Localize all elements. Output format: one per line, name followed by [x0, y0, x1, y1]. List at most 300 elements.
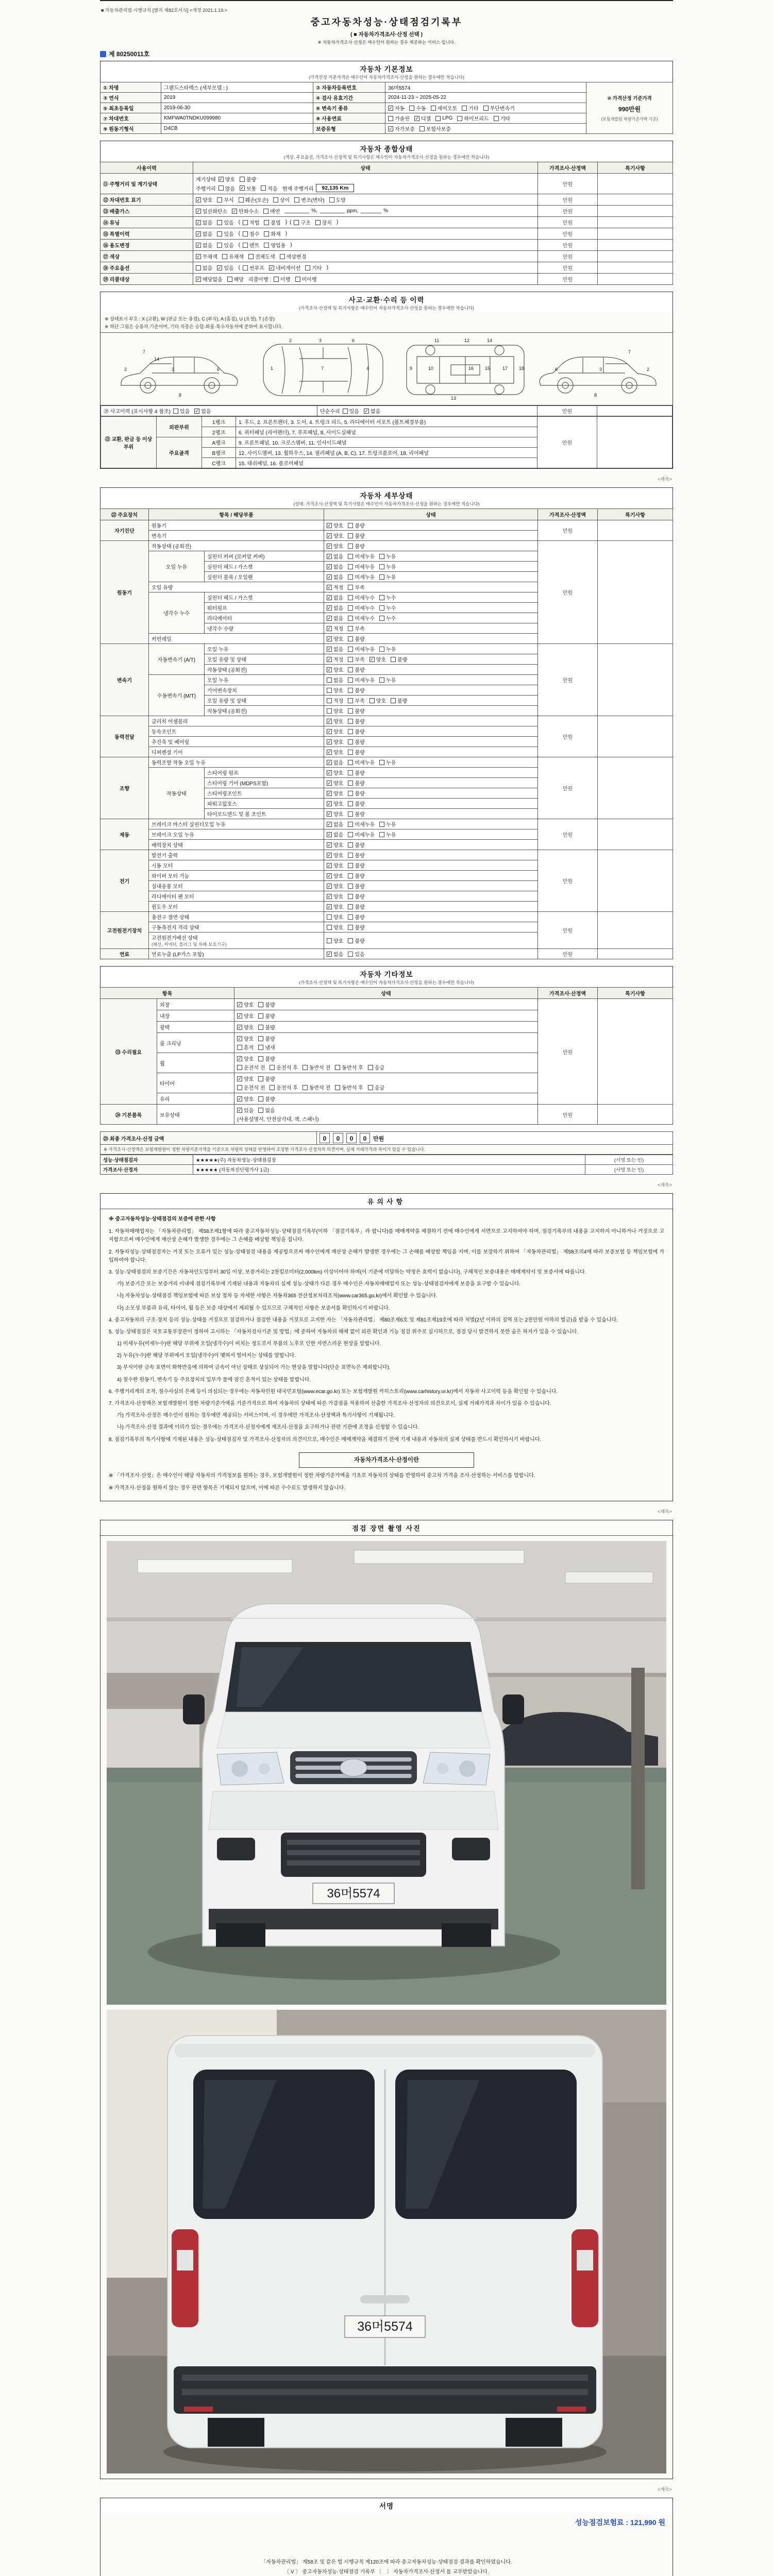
checkbox-box[interactable]	[270, 1085, 275, 1090]
checkbox-box[interactable]: ✓	[327, 842, 331, 848]
checkbox-box[interactable]	[348, 698, 353, 703]
checkbox-동반석 전[interactable]	[303, 1083, 330, 1091]
checkbox-불량[interactable]	[348, 666, 364, 673]
checkbox-불량[interactable]	[348, 779, 364, 787]
checkbox-box[interactable]	[348, 616, 353, 621]
checkbox-box[interactable]	[457, 116, 462, 121]
checkbox-누유[interactable]	[379, 820, 396, 828]
checkbox-box[interactable]	[348, 605, 353, 611]
checkbox-양호[interactable]	[327, 666, 343, 673]
checkbox-box[interactable]	[240, 177, 245, 182]
checkbox-불량[interactable]	[348, 892, 364, 900]
checkbox-누유[interactable]	[379, 645, 396, 653]
checkbox-box[interactable]	[258, 1108, 263, 1113]
checkbox-양호[interactable]	[327, 521, 343, 529]
checkbox-불량[interactable]	[348, 923, 364, 931]
checkbox-없음[interactable]	[327, 594, 343, 601]
checkbox-없음[interactable]	[327, 645, 343, 653]
checkbox-변조(변타)[interactable]	[294, 196, 324, 204]
checkbox-양호[interactable]	[327, 923, 343, 931]
checkbox-적정[interactable]	[327, 697, 343, 704]
checkbox-양호[interactable]	[237, 1001, 254, 1008]
checkbox-box[interactable]	[348, 719, 353, 724]
checkbox-box[interactable]	[258, 1013, 263, 1019]
checkbox-양호[interactable]	[219, 175, 235, 183]
checkbox-box[interactable]	[274, 277, 279, 282]
checkbox-있음[interactable]	[237, 1106, 254, 1114]
checkbox-box[interactable]: ✓	[196, 219, 200, 225]
checkbox-box[interactable]: ✓	[327, 553, 331, 559]
checkbox-누수[interactable]	[379, 594, 396, 601]
checkbox-불량[interactable]	[348, 789, 364, 797]
checkbox-누유[interactable]	[379, 552, 396, 560]
checkbox-box[interactable]: ✓	[327, 615, 331, 621]
checkbox-box[interactable]	[348, 904, 353, 909]
checkbox-box[interactable]	[217, 231, 222, 236]
checkbox-누수[interactable]	[379, 604, 396, 612]
checkbox-box[interactable]: ✓	[327, 821, 331, 827]
checkbox-box[interactable]	[273, 197, 278, 202]
checkbox-box[interactable]	[258, 1002, 263, 1007]
checkbox-box[interactable]	[435, 116, 441, 121]
checkbox-무단변속기[interactable]	[483, 104, 515, 112]
checkbox-box[interactable]	[348, 750, 353, 755]
checkbox-box[interactable]	[219, 185, 224, 191]
checkbox-box[interactable]: ✓	[196, 231, 200, 236]
checkbox-양호[interactable]	[327, 892, 343, 900]
checkbox-box[interactable]: ✓	[240, 185, 244, 191]
checkbox-동반석 전[interactable]	[303, 1063, 330, 1071]
checkbox-box[interactable]: ✓	[196, 276, 200, 282]
checkbox-box[interactable]: ✓	[195, 408, 199, 414]
checkbox-무채색[interactable]	[196, 252, 217, 260]
checkbox-box[interactable]	[348, 791, 353, 796]
checkbox-없음[interactable]	[194, 407, 211, 415]
checkbox-있음[interactable]	[348, 950, 364, 958]
checkbox-일산화탄소[interactable]	[196, 207, 227, 215]
checkbox-동반석 후[interactable]	[335, 1083, 363, 1091]
checkbox-침수[interactable]	[243, 230, 259, 238]
checkbox-불량[interactable]	[391, 697, 407, 704]
checkbox-양호[interactable]	[369, 655, 386, 663]
checkbox-box[interactable]: ✓	[327, 862, 331, 868]
checkbox-없음[interactable]	[327, 563, 343, 570]
checkbox-box[interactable]: ✓	[327, 584, 331, 590]
checkbox-냄새[interactable]	[258, 1043, 275, 1051]
checkbox-양호[interactable]	[196, 196, 212, 204]
checkbox-없음[interactable]	[327, 820, 343, 828]
checkbox-box[interactable]	[388, 116, 393, 121]
checkbox-box[interactable]: ✓	[238, 1076, 242, 1081]
checkbox-불량[interactable]	[258, 1035, 275, 1042]
checkbox-box[interactable]	[379, 760, 384, 765]
checkbox-box[interactable]	[409, 106, 414, 111]
checkbox-누수[interactable]	[379, 614, 396, 622]
checkbox-불량[interactable]	[258, 1001, 275, 1008]
checkbox-양호[interactable]	[327, 913, 343, 921]
checkbox-box[interactable]: ✓	[327, 883, 331, 889]
checkbox-box[interactable]	[348, 760, 353, 765]
checkbox-box[interactable]: ✓	[327, 832, 331, 837]
checkbox-미세누유[interactable]	[348, 676, 375, 684]
checkbox-box[interactable]: ✓	[389, 126, 393, 131]
checkbox-상이[interactable]	[273, 196, 290, 204]
checkbox-미세누유[interactable]	[348, 758, 375, 766]
checkbox-box[interactable]: ✓	[232, 208, 237, 214]
checkbox-box[interactable]: ✓	[238, 1096, 242, 1101]
checkbox-양호[interactable]	[327, 851, 343, 859]
checkbox-양호[interactable]	[327, 635, 343, 642]
checkbox-box[interactable]	[303, 1065, 308, 1070]
checkbox-box[interactable]	[348, 811, 353, 817]
checkbox-box[interactable]	[335, 1085, 340, 1090]
checkbox-영업용[interactable]	[264, 241, 285, 249]
checkbox-box[interactable]	[258, 1056, 263, 1061]
checkbox-box[interactable]	[248, 254, 254, 259]
checkbox-썬루프[interactable]	[243, 264, 264, 272]
checkbox-불량[interactable]	[258, 1075, 275, 1082]
checkbox-box[interactable]: ✓	[327, 574, 331, 580]
checkbox-box[interactable]	[494, 116, 499, 121]
checkbox-box[interactable]: ✓	[327, 893, 331, 899]
checkbox-양호[interactable]	[327, 903, 343, 910]
checkbox-없음[interactable]	[327, 552, 343, 560]
checkbox-불량[interactable]	[258, 1055, 275, 1062]
checkbox-네비게이션[interactable]	[269, 264, 300, 272]
checkbox-box[interactable]	[379, 677, 384, 683]
checkbox-미세누수[interactable]	[348, 594, 375, 601]
checkbox-기타[interactable]	[305, 264, 322, 272]
checkbox-box[interactable]: ✓	[327, 739, 331, 744]
checkbox-box[interactable]: ✓	[327, 873, 331, 878]
checkbox-box[interactable]	[263, 209, 268, 214]
checkbox-box[interactable]	[264, 220, 269, 225]
checkbox-box[interactable]	[327, 708, 332, 714]
checkbox-색상변경[interactable]	[280, 252, 307, 260]
checkbox-box[interactable]	[227, 277, 232, 282]
checkbox-불량[interactable]	[348, 903, 364, 910]
checkbox-없음[interactable]	[327, 573, 343, 581]
checkbox-box[interactable]	[243, 231, 248, 236]
checkbox-box[interactable]	[391, 657, 396, 662]
checkbox-box[interactable]	[303, 1085, 308, 1090]
checkbox-box[interactable]	[294, 220, 299, 225]
checkbox-box[interactable]	[258, 1025, 263, 1030]
checkbox-없음[interactable]	[327, 758, 343, 766]
checkbox-불량[interactable]	[348, 937, 364, 944]
checkbox-있음[interactable]	[217, 218, 233, 226]
checkbox-box[interactable]	[348, 636, 353, 641]
checkbox-box[interactable]: ✓	[327, 533, 331, 538]
checkbox-양호[interactable]	[237, 1035, 254, 1042]
checkbox-양호[interactable]	[327, 872, 343, 879]
checkbox-있음[interactable]	[173, 407, 190, 415]
checkbox-box[interactable]	[329, 197, 334, 202]
checkbox-부족[interactable]	[348, 583, 364, 591]
checkbox-불량[interactable]	[348, 635, 364, 642]
checkbox-box[interactable]	[217, 220, 222, 225]
checkbox-전체도색[interactable]	[248, 252, 275, 260]
checkbox-box[interactable]	[419, 126, 425, 131]
checkbox-box[interactable]	[348, 523, 353, 528]
checkbox-box[interactable]: ✓	[196, 253, 200, 259]
checkbox-box[interactable]	[327, 688, 332, 693]
checkbox-box[interactable]: ✓	[327, 749, 331, 755]
checkbox-box[interactable]: ✓	[327, 790, 331, 796]
checkbox-미세누유[interactable]	[348, 831, 375, 838]
checkbox-box[interactable]	[217, 243, 222, 248]
checkbox-디젤[interactable]	[414, 114, 431, 122]
checkbox-양호[interactable]	[237, 1023, 254, 1031]
checkbox-불량[interactable]	[391, 655, 407, 663]
checkbox-불량[interactable]	[348, 717, 364, 725]
checkbox-box[interactable]	[258, 1076, 263, 1081]
checkbox-없음[interactable]	[196, 218, 212, 226]
checkbox-양호[interactable]	[237, 1095, 254, 1103]
checkbox-양호[interactable]	[327, 727, 343, 735]
checkbox-누유[interactable]	[379, 573, 396, 581]
checkbox-보험사보증[interactable]	[419, 125, 451, 132]
checkbox-box[interactable]	[483, 106, 489, 111]
checkbox-화재[interactable]	[264, 230, 280, 238]
checkbox-box[interactable]	[391, 698, 396, 703]
checkbox-box[interactable]: ✓	[327, 646, 331, 652]
checkbox-box[interactable]	[264, 231, 269, 236]
checkbox-box[interactable]	[379, 832, 384, 837]
checkbox-box[interactable]	[348, 863, 353, 868]
checkbox-box[interactable]	[348, 853, 353, 858]
checkbox-누유[interactable]	[379, 831, 396, 838]
checkbox-미세누유[interactable]	[348, 645, 375, 653]
checkbox-불량[interactable]	[348, 769, 364, 776]
checkbox-box[interactable]	[348, 832, 353, 837]
checkbox-누유[interactable]	[379, 758, 396, 766]
checkbox-없음[interactable]	[327, 676, 343, 684]
checkbox-양호[interactable]	[369, 697, 386, 704]
checkbox-없음[interactable]	[258, 1106, 275, 1114]
checkbox-불량[interactable]	[348, 707, 364, 715]
checkbox-이행[interactable]	[274, 275, 290, 283]
checkbox-훼손(오손)[interactable]	[239, 196, 268, 204]
checkbox-box[interactable]: ✓	[196, 197, 200, 202]
checkbox-box[interactable]	[348, 544, 353, 549]
checkbox-유채색[interactable]	[222, 252, 244, 260]
checkbox-도말[interactable]	[329, 196, 346, 204]
checkbox-box[interactable]	[258, 1096, 263, 1101]
checkbox-있음[interactable]	[217, 241, 233, 249]
checkbox-양호[interactable]	[237, 1012, 254, 1020]
checkbox-box[interactable]	[348, 626, 353, 631]
checkbox-box[interactable]	[348, 842, 353, 848]
checkbox-box[interactable]: ✓	[270, 265, 274, 270]
checkbox-box[interactable]: ✓	[327, 951, 331, 957]
checkbox-양호[interactable]	[327, 937, 343, 944]
checkbox-box[interactable]	[462, 106, 467, 111]
checkbox-box[interactable]	[368, 1065, 373, 1070]
checkbox-box[interactable]	[348, 914, 353, 920]
checkbox-box[interactable]: ✓	[238, 1036, 242, 1041]
checkbox-box[interactable]	[348, 781, 353, 786]
checkbox-box[interactable]	[258, 1036, 263, 1041]
checkbox-box[interactable]: ✓	[238, 1013, 242, 1019]
checkbox-box[interactable]: ✓	[219, 176, 223, 182]
checkbox-불량[interactable]	[348, 872, 364, 879]
checkbox-box[interactable]: ✓	[217, 265, 222, 270]
checkbox-box[interactable]: ✓	[238, 1107, 242, 1113]
checkbox-box[interactable]: ✓	[389, 105, 393, 111]
checkbox-양호[interactable]	[327, 769, 343, 776]
checkbox-box[interactable]: ✓	[327, 636, 331, 641]
checkbox-불량[interactable]	[348, 800, 364, 807]
checkbox-흔적[interactable]	[237, 1043, 254, 1051]
checkbox-box[interactable]	[348, 708, 353, 714]
checkbox-불량[interactable]	[348, 810, 364, 818]
checkbox-양호[interactable]	[327, 810, 343, 818]
checkbox-box[interactable]	[369, 698, 375, 703]
checkbox-box[interactable]	[327, 677, 332, 683]
checkbox-box[interactable]	[237, 1085, 242, 1090]
checkbox-운전석 전[interactable]	[237, 1083, 265, 1091]
checkbox-불량[interactable]	[258, 1095, 275, 1103]
checkbox-box[interactable]	[335, 1065, 340, 1070]
checkbox-box[interactable]: ✓	[327, 801, 331, 806]
checkbox-불량[interactable]	[348, 882, 364, 890]
checkbox-탄화수소[interactable]	[232, 207, 259, 215]
checkbox-box[interactable]	[343, 409, 348, 414]
checkbox-box[interactable]: ✓	[327, 770, 331, 775]
checkbox-box[interactable]	[348, 822, 353, 827]
checkbox-불량[interactable]	[348, 748, 364, 756]
checkbox-box[interactable]	[379, 554, 384, 559]
checkbox-있음[interactable]	[217, 230, 233, 238]
checkbox-미세누수[interactable]	[348, 604, 375, 612]
checkbox-box[interactable]	[379, 595, 384, 600]
checkbox-box[interactable]: ✓	[327, 656, 331, 662]
checkbox-미세누유[interactable]	[348, 820, 375, 828]
checkbox-box[interactable]	[305, 265, 310, 270]
checkbox-box[interactable]	[348, 667, 353, 672]
checkbox-LPG[interactable]	[435, 115, 452, 121]
checkbox-box[interactable]	[239, 197, 244, 202]
checkbox-box[interactable]	[348, 884, 353, 889]
checkbox-불량[interactable]	[348, 542, 364, 550]
checkbox-부족[interactable]	[348, 697, 364, 704]
checkbox-적법[interactable]	[243, 218, 259, 226]
checkbox-없음[interactable]	[327, 604, 343, 612]
checkbox-불법[interactable]	[264, 218, 280, 226]
checkbox-부족[interactable]	[348, 624, 364, 632]
checkbox-box[interactable]	[237, 1065, 242, 1070]
checkbox-운전석 전[interactable]	[237, 1063, 265, 1071]
checkbox-양호[interactable]	[327, 532, 343, 539]
checkbox-불량[interactable]	[240, 175, 256, 183]
checkbox-적정[interactable]	[327, 624, 343, 632]
checkbox-box[interactable]	[280, 254, 285, 259]
checkbox-불량[interactable]	[348, 532, 364, 539]
checkbox-해당없음[interactable]	[196, 275, 223, 283]
checkbox-미이행[interactable]	[295, 275, 317, 283]
checkbox-box[interactable]: ✓	[327, 759, 331, 765]
checkbox-미세누유[interactable]	[348, 563, 375, 570]
checkbox-box[interactable]	[348, 647, 353, 652]
checkbox-box[interactable]	[348, 894, 353, 899]
checkbox-box[interactable]	[243, 220, 248, 225]
checkbox-box[interactable]: ✓	[327, 605, 331, 611]
checkbox-box[interactable]	[327, 925, 332, 930]
checkbox-box[interactable]	[348, 595, 353, 600]
checkbox-box[interactable]: ✓	[327, 780, 331, 786]
checkbox-box[interactable]	[270, 1065, 275, 1070]
checkbox-box[interactable]: ✓	[369, 656, 374, 662]
checkbox-양호[interactable]	[327, 841, 343, 849]
checkbox-box[interactable]	[237, 1045, 242, 1050]
checkbox-장치[interactable]	[315, 218, 332, 226]
checkbox-렌트[interactable]	[243, 241, 259, 249]
checkbox-구조[interactable]	[294, 218, 310, 226]
checkbox-자가보증[interactable]	[388, 125, 415, 132]
checkbox-세미오토[interactable]	[431, 104, 458, 112]
checkbox-없음[interactable]	[327, 614, 343, 622]
checkbox-불량[interactable]	[348, 841, 364, 849]
checkbox-box[interactable]	[348, 554, 353, 559]
checkbox-box[interactable]: ✓	[327, 852, 331, 858]
checkbox-자동[interactable]	[388, 104, 405, 112]
checkbox-box[interactable]: ✓	[327, 811, 331, 817]
checkbox-box[interactable]: ✓	[238, 1002, 242, 1007]
checkbox-box[interactable]: ✓	[327, 728, 331, 734]
checkbox-양호[interactable]	[327, 686, 343, 694]
checkbox-양호[interactable]	[327, 882, 343, 890]
checkbox-양호[interactable]	[327, 861, 343, 869]
checkbox-적음[interactable]	[261, 184, 277, 192]
checkbox-box[interactable]	[261, 185, 266, 191]
checkbox-없음[interactable]	[327, 950, 343, 958]
checkbox-box[interactable]: ✓	[327, 595, 331, 600]
checkbox-box[interactable]: ✓	[327, 564, 331, 569]
checkbox-box[interactable]	[348, 533, 353, 538]
checkbox-양호[interactable]	[237, 1055, 254, 1062]
checkbox-box[interactable]	[348, 657, 353, 662]
checkbox-box[interactable]	[348, 938, 353, 943]
checkbox-불량[interactable]	[348, 861, 364, 869]
checkbox-box[interactable]	[294, 197, 299, 202]
checkbox-운전석 후[interactable]	[270, 1063, 297, 1071]
checkbox-box[interactable]	[348, 574, 353, 580]
checkbox-box[interactable]	[196, 265, 201, 270]
checkbox-box[interactable]	[348, 925, 353, 930]
checkbox-양호[interactable]	[327, 748, 343, 756]
checkbox-수동[interactable]	[409, 104, 426, 112]
checkbox-box[interactable]: ✓	[415, 115, 419, 121]
checkbox-box[interactable]	[264, 243, 269, 248]
checkbox-box[interactable]	[379, 574, 384, 580]
checkbox-box[interactable]	[379, 616, 384, 621]
checkbox-미세누수[interactable]	[348, 614, 375, 622]
checkbox-해당[interactable]	[227, 275, 244, 283]
checkbox-불량[interactable]	[348, 521, 364, 529]
checkbox-box[interactable]: ✓	[327, 543, 331, 549]
checkbox-양호[interactable]	[327, 717, 343, 725]
checkbox-box[interactable]	[348, 564, 353, 569]
checkbox-box[interactable]	[348, 873, 353, 878]
checkbox-양호[interactable]	[237, 1075, 254, 1082]
checkbox-없음[interactable]	[196, 241, 212, 249]
checkbox-box[interactable]: ✓	[327, 625, 331, 631]
checkbox-box[interactable]	[258, 1045, 263, 1050]
checkbox-box[interactable]	[348, 729, 353, 734]
checkbox-양호[interactable]	[327, 800, 343, 807]
checkbox-box[interactable]	[348, 952, 353, 957]
